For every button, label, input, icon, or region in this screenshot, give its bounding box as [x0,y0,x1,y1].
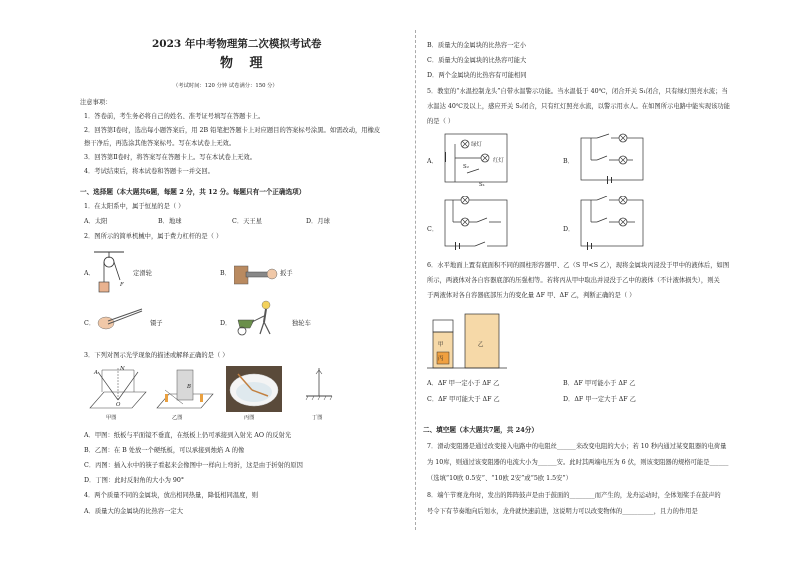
pulley-figure [94,250,130,300]
block-bing-label: 丙 [438,356,444,362]
circuit-c [441,196,511,254]
q8-line: 8．端午节赛龙舟时，发出的阵阵鼓声是由于鼓面的________而产生的，龙舟运动时，全体划桨手在鼓声的 [427,492,721,499]
q5-option-a: A． [427,158,438,165]
q3-option-a: A．甲图：纸板与平面镜不垂直，在纸板上仍可承接到入射光 AO 的反射光 [84,432,292,439]
q7-line: （选填“10欧 0.5安”、“10欧 2安”或“5欧 1.5安”） [427,475,572,482]
q2-label-wrench: 扳手 [280,270,293,277]
q4-option-a: A．质量大的金属块的比热容一定大 [84,508,184,515]
q5-line: 的是（ ） [427,118,455,125]
right-column [423,0,753,562]
notice-item: 2．回答第Ⅰ卷时，选出每小题答案后，用 2B 铅笔把答题卡上对应题目的答案标号涂黑。如需改动，用橡皮 [84,127,381,134]
q1-option-c: C．天王星 [232,218,263,225]
q3-caption-bing: 丙图 [244,415,255,421]
q4-option-c: C．质量大的金属块的比热容可能大 [427,57,527,64]
point-label-b: B [187,384,191,390]
q3-caption-yi: 乙图 [172,415,183,421]
q1-option-a: A．太阳 [84,218,108,225]
q5-line: 水温达 40℃及以上，感应开关 S₂闭合，只有红灯照亮水流，以警示用水人。在如图所示电路中能实现该功能 [427,103,730,110]
wrench-figure [234,262,278,288]
exam-info: （考试时间：120 分钟 试卷满分：150 分） [173,83,278,89]
notice-item: 3．回答第Ⅱ卷时，将答案写在答题卡上。写在本试卷上无效。 [84,154,257,161]
force-label: F [120,282,124,288]
q6-line: 于两液体对各自容器底部压力的变化量 ΔF 甲、ΔF 乙，判断正确的是（ ） [427,292,636,299]
section2-heading: 二、填空题（本大题共7题，共 24分） [423,426,538,434]
q2-option-a: A． [84,270,95,277]
q5-option-d: D． [563,226,575,233]
q5-option-b: B． [563,158,574,165]
exam-title: 2023 年中考物理第二次模拟考试卷 [152,38,322,50]
plane-mirror-figure [155,364,215,414]
ray-label-a: A [94,370,98,376]
circuit-b [577,130,647,188]
q1-stem: 1．在太阳系中，属于恒星的是（ ） [84,203,185,210]
notice-item: 1．答卷前，考生务必将自己的姓名、准考证号填写在答题卡上。 [84,113,265,120]
column-divider [415,30,416,530]
q3-option-c: C．丙图：插入水中的筷子看起来会像图中一样向上弯折，这是由于折射的原因 [84,462,303,469]
q3-option-b: B．乙图：在 B 处放一个硬纸板，可以承接到烛焰 A 的像 [84,447,245,454]
q5-line: 5．教室的“水温控制龙头”自带水温警示功能。当水温低于 40℃，闭合开关 S₁闭合，只有绿灯照亮水流；当 [427,88,728,95]
q4-option-d: D．两个金属块的比热容有可能相同 [427,72,527,79]
q5-option-c: C． [427,226,439,233]
q6-option-d: D．ΔF 甲一定大于 ΔF 乙 [563,396,636,403]
point-label-o: O [116,402,121,408]
section1-heading: 一、选择题（本大题共6题，每题 2 分，共 12 分。每题只有一个正确选项） [80,188,306,196]
q7-line: 7．滑动变阻器是通过改变接入电路中的电阻丝______来改变电阻的大小；若 10 秒内通过某变阻器的电荷量 [427,443,727,450]
wheelbarrow-figure [234,300,282,338]
q7-line: 为 10库，则通过该变阻器的电流大小为______安。此时其两端电压为 6 伏，则该变阻器的规格可能是______ [427,459,729,466]
q3-caption-ding: 丁图 [312,415,323,421]
normal-label-n: N [120,366,125,372]
left-column [80,0,410,562]
q6-line: 6．水平地面上置有底面积不同的圆柱形容器甲、乙（S 甲<S 乙），现将金属块丙浸没于甲中的液体后，如图 [427,262,730,269]
normal-incidence-figure [304,366,334,412]
q6-option-a: A．ΔF 甲一定小于 ΔF 乙 [427,380,500,387]
container-yi-label: 乙 [478,342,484,348]
subject-title: 物 理 [220,56,269,71]
circuit-d [577,196,647,254]
q2-option-b: B． [220,270,231,277]
q2-label-pulley: 定滑轮 [133,270,152,277]
q6-option-b: B．ΔF 甲可能小于 ΔF 乙 [563,380,636,387]
red-light-label: 红灯 [493,158,504,164]
q2-stem: 2．图所示的简单机械中，属于费力杠杆的是（ ） [84,233,223,240]
tweezers-figure [96,305,146,335]
q2-label-tweezers: 镊子 [150,320,163,327]
green-light-label: 绿灯 [471,142,482,148]
q1-option-b: B．地球 [158,218,182,225]
q1-option-d: D．月球 [306,218,330,225]
q6-line: 所示，两液体对各自容器底部的压强相等。若将丙从甲中取出并浸没于乙中的液体（不计液体损失），则关 [427,277,720,284]
q3-option-d: D．丁图：此时反射角的大小为 90° [84,477,185,484]
q4-option-b: B．质量大的金属块的比热容一定小 [427,42,527,49]
switch-s2-label: S₂ [463,164,469,170]
notice-item: 4．考试结束后，将本试卷和答题卡一并交回。 [84,168,214,175]
notice-heading: 注意事项： [80,99,112,106]
q2-option-c: C． [84,320,96,327]
q8-line: 号令下有节奏地向后划水，龙舟就快速前进，这说明力可以改变物体的__________，且力的作用是 [427,508,698,515]
chopsticks-figure [226,366,282,412]
q4-stem: 4．两个质量不同的金属块，放出相同热量，降低相同温度，则 [84,492,259,499]
q2-label-wheelbarrow: 独轮车 [292,320,311,327]
q3-stem: 3．下列对图示光学现象的描述或解释正确的是（ ） [84,352,229,359]
container-jia-label: 甲 [438,342,444,348]
q2-option-d: D． [220,320,232,327]
q6-option-c: C．ΔF 甲可能大于 ΔF 乙 [427,396,500,403]
q3-caption-jia: 甲图 [106,415,117,421]
notice-item: 擦干净后，再选涂其他答案标号。写在本试卷上无效。 [84,140,236,147]
switch-s1-label: S₁ [479,182,485,188]
